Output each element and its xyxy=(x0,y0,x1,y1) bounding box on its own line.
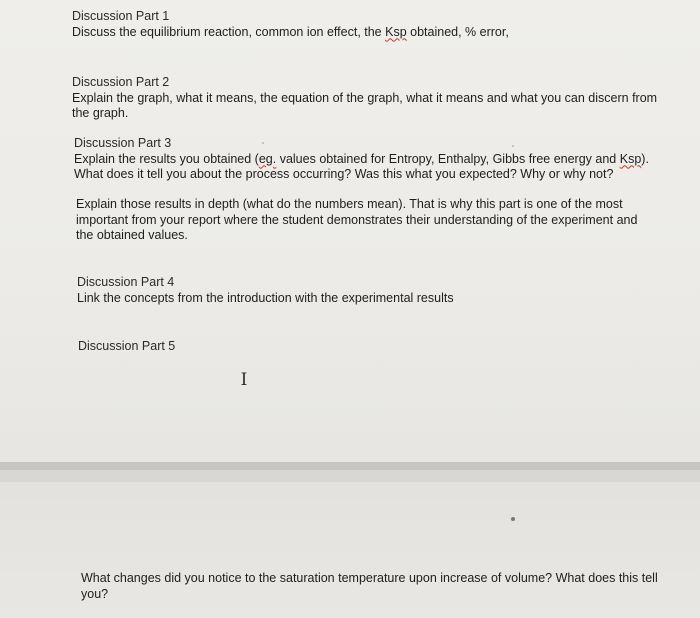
section-divider xyxy=(0,462,700,470)
discussion-part-5 xyxy=(78,339,378,355)
discussion-part-1 xyxy=(72,9,672,40)
part-1-text-before: Discuss the equilibrium reaction, common ion effect, the xyxy=(72,24,386,39)
faint-mark xyxy=(512,145,514,147)
discussion-part-3-para-2-line-2: important from your report where the student demonstrates their understanding of the experiment and xyxy=(76,212,638,227)
faint-mark xyxy=(262,142,264,144)
section-divider-shadow xyxy=(0,470,700,482)
question-line-1: What changes did you notice to the saturation temperature upon increase of volume? What does this tell xyxy=(81,571,658,585)
part-3-line-1-middle: values obtained for Entropy, Enthalpy, Gibbs free energy and xyxy=(276,151,620,166)
discussion-part-3-paragraph-2 xyxy=(76,197,686,244)
discussion-part-4 xyxy=(77,275,677,306)
discussion-part-3-line-2: What does it tell you about the process occurring? Was this what you expected? Why or why not? xyxy=(74,167,614,181)
text-cursor-icon: I xyxy=(240,370,248,390)
part-1-text-after: obtained, % error, xyxy=(406,24,509,39)
part-3-line-1-after: ). xyxy=(641,151,649,166)
discussion-part-2-line-2: the graph. xyxy=(72,106,129,120)
part-3-ksp-spellcheck[interactable]: Ksp xyxy=(619,151,642,166)
discussion-part-4-text: Link the concepts from the introduction with the experimental results xyxy=(77,290,454,305)
discussion-part-2-heading: Discussion Part 2 xyxy=(72,75,170,89)
discussion-part-3-heading: Discussion Part 3 xyxy=(74,136,172,150)
discussion-part-2-line-1: Explain the graph, what it means, the equation of the graph, what it means and what you can discern from xyxy=(72,90,658,105)
part-3-line-1-before: Explain the results you obtained ( xyxy=(74,151,259,166)
discussion-part-3-para-2-line-3: the obtained values. xyxy=(76,228,188,242)
stray-dot xyxy=(511,517,515,521)
discussion-part-5-heading: Discussion Part 5 xyxy=(78,339,176,353)
discussion-part-4-heading: Discussion Part 4 xyxy=(77,275,175,289)
discussion-part-3 xyxy=(74,136,684,183)
question-prompt xyxy=(81,571,681,602)
discussion-part-2 xyxy=(72,75,682,122)
discussion-part-1-text xyxy=(72,25,672,41)
part-1-ksp-spellcheck[interactable]: Ksp xyxy=(385,24,407,39)
part-3-eg-spellcheck[interactable]: eg. xyxy=(258,151,277,166)
discussion-part-1-heading: Discussion Part 1 xyxy=(72,9,170,23)
discussion-part-3-line-1 xyxy=(74,152,684,168)
discussion-part-3-para-2-line-1: Explain those results in depth (what do the numbers mean). That is why this part is one of the most xyxy=(76,197,623,211)
question-line-2: you? xyxy=(81,586,109,601)
